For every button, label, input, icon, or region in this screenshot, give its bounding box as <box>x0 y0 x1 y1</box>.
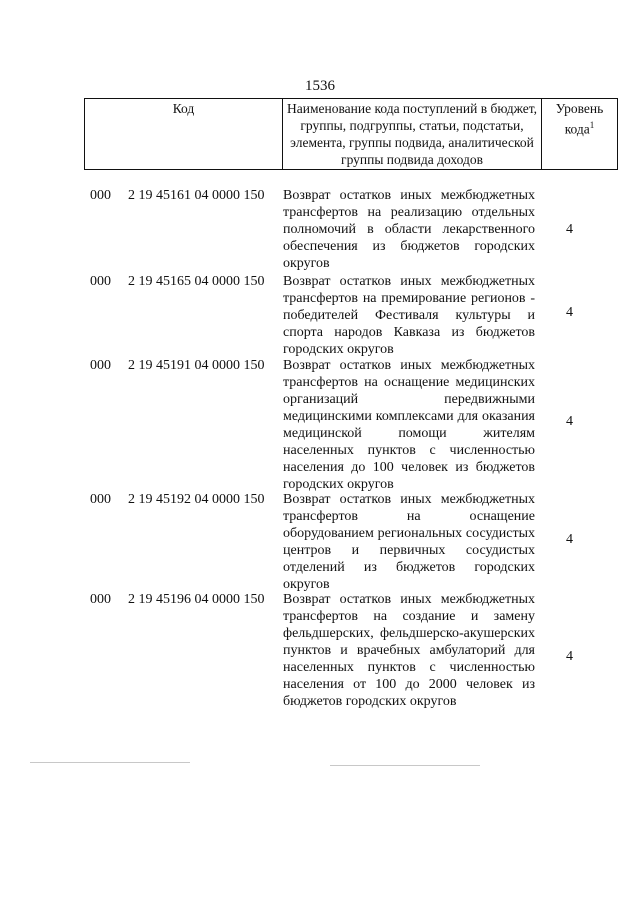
header-name-label: Наименование кода поступлений в бюджет, группы, подгруппы, статьи, подстатьи, элемента, группы подвида, аналитической группы подвида доходов <box>286 101 537 167</box>
row-description: Возврат остатков иных межбюджетных трансфертов на создание и замену фельдшерских, фельдшерско-акушерских пунктов и врачебных амбулаторий для населенных пунктов с численностью населения от 100 до 2000 человек из бюджетов городских округов <box>283 592 535 709</box>
row-description: Возврат остатков иных межбюджетных трансфертов на оснащение оборудованием региональных сосудистых центров и первичных сосудистых отделений из бюджетов городских округов <box>283 492 535 592</box>
header-code-label: Код <box>172 101 195 116</box>
row-prefix: 000 <box>90 492 111 507</box>
header-level <box>542 99 618 170</box>
row-prefix: 000 <box>90 188 111 203</box>
row-level: 4 <box>566 532 573 547</box>
header-code <box>85 99 283 170</box>
row-level: 4 <box>566 305 573 320</box>
row-level: 4 <box>566 222 573 237</box>
scan-artifact <box>30 762 190 763</box>
page-number: 1536 <box>305 78 335 94</box>
row-code: 2 19 45192 04 0000 150 <box>128 492 265 507</box>
row-level: 4 <box>566 649 573 664</box>
header-level-label: Уровень кода <box>555 101 604 137</box>
row-code: 2 19 45165 04 0000 150 <box>128 274 265 289</box>
row-description: Возврат остатков иных межбюджетных трансфертов на оснащение медицинских организаций передвижными медицинскими комплексами для оказания медицинской помощи жителям населенных пунктов с численностью населения до 100 человек из бюджетов городских округов <box>283 358 535 492</box>
row-description: Возврат остатков иных межбюджетных трансфертов на премирование регионов - победителей Фестиваля культуры и спорта народов Кавказа из бюджетов городских округов <box>283 274 535 357</box>
row-description: Возврат остатков иных межбюджетных трансфертов на реализацию отдельных полномочий в области лекарственного обеспечения из бюджетов городских округов <box>283 188 535 271</box>
row-prefix: 000 <box>90 592 111 607</box>
header-level-footnote: 1 <box>589 120 595 130</box>
row-prefix: 000 <box>90 274 111 289</box>
row-code: 2 19 45191 04 0000 150 <box>128 358 265 373</box>
row-prefix: 000 <box>90 358 111 373</box>
row-code: 2 19 45161 04 0000 150 <box>128 188 265 203</box>
row-level: 4 <box>566 414 573 429</box>
row-code: 2 19 45196 04 0000 150 <box>128 592 265 607</box>
table-header <box>84 98 618 170</box>
header-name <box>283 99 542 170</box>
scan-artifact <box>330 765 480 766</box>
